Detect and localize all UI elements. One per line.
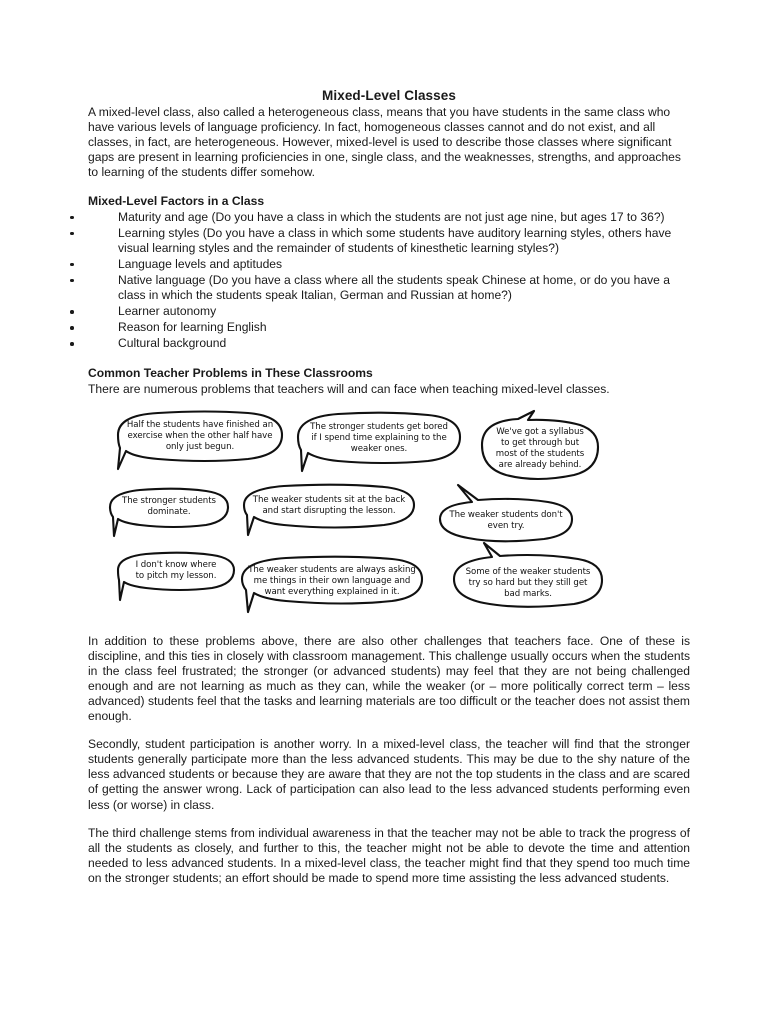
bullet-icon [70,263,74,267]
factors-list [88,210,690,352]
bubble-line: try so hard but they still get [468,577,588,588]
bubble-weaker-disrupting [244,484,414,534]
bubble-line: me things in their own language and [253,575,411,586]
problems-intro-paragraph: There are numerous problems that teachers will and can face when teaching mixed-level classes. [88,381,610,396]
body-paragraph-3: The third challenge stems from individual awareness in that the teacher may not be able to track the progress of all the students as closely, and further to this, the teacher might not be able to devote the time and attention needed to less advanced students. In a mixed-level class, the teacher might find that they spend too much time on the stronger students; an effort should be made to spend more time assisting the less advanced students. [88,825,690,885]
speech-bubbles-svg [96,407,616,622]
bubble-stronger-dominate [110,488,228,535]
bubble-line: are already behind. [498,459,582,470]
bullet-icon [70,232,74,236]
bullet-icon [70,216,74,220]
bubble-line: Half the students have finished an [126,419,274,430]
body-paragraph-2: Secondly, student participation is another worry. In a mixed-level class, the teacher will find that the stronger students generally participate more than the less advanced students. This may be due to the shy nature of the less advanced students or because they are aware that they are not the top students in the class and are scared of getting the answer wrong. Lack of participation can also lead to the less advanced students performing even less (or worse) in class. [88,737,690,812]
list-item [88,226,690,256]
spacer [88,180,690,194]
factors-section-heading: Mixed-Level Factors in a Class [88,194,265,209]
list-item-label: Maturity and age (Do you have a class in which the students are not just age nine, but ages 17 to 36?) [118,209,665,224]
document-content [88,88,690,886]
bubble-stronger-bored [298,412,460,470]
bubble-weaker-dont-try [440,485,572,541]
bubble-line: want everything explained in it. [264,586,400,597]
bubble-line: and start disrupting the lesson. [262,505,396,516]
list-item-label: Learner autonomy [118,304,217,319]
list-item [88,336,690,351]
bubble-line: bad marks. [504,588,552,599]
bubble-line: to get through but [500,437,580,448]
list-item-label: Cultural background [118,336,227,351]
list-item-label: Native language (Do you have a class where all the students speak Chinese at home, or do you have a class in which the students speak Italian, German and Russian at home?) [118,272,670,303]
bubble-own-language [242,556,422,611]
list-item [88,257,690,272]
page-title: Mixed-Level Classes [322,88,456,103]
bubble-line: The weaker students are always asking [248,564,416,575]
spacer [88,352,690,366]
bullet-icon [70,310,74,314]
list-item [88,320,690,335]
bullet-icon [70,342,74,346]
bubble-line: exercise when the other half have [127,430,273,441]
bubble-syllabus-behind [482,411,598,479]
bubble-line: I don't know where [135,559,217,570]
bubble-line: We've got a syllabus [496,426,584,437]
list-item-label: Learning styles (Do you have a class in which some students have auditory learning styles, others have visual learning styles and the remainder of students of kinesthetic learning styles?) [118,225,672,255]
intro-paragraph: A mixed-level class, also called a heterogeneous class, means that you have students in the same class who have various levels of language proficiency. In fact, homogeneous classes cannot and do not exist, and all classes, in fact, are heterogeneous. However, mixed-level is used to describe those classes where significant gaps are present in learning proficiencies in one, single class, and the weaknesses, strengths, and approaches to learning of the students differ somehow. [88,105,681,180]
bubble-line: The weaker students don't [449,509,563,520]
bubble-line: only just begun. [165,441,235,452]
list-item-label: Reason for learning English [118,320,267,335]
list-item [88,273,690,303]
list-item-label: Language levels and aptitudes [118,256,283,271]
body-paragraph-1: In addition to these problems above, there are also other challenges that teachers face. One of these is discipline, and this ties in closely with classroom management. This challenge usually occurs when the students in the class feel frustrated; the stronger (or advanced students) may feel that they are not being challenged enough and are not learning as much as they can, while the weaker (or – more politically correct term – less advanced) students feel that the tasks and learning materials are too difficult or the teacher does not assist them enough. [88,633,690,724]
list-item [88,210,690,225]
bubble-line: even try. [487,520,525,531]
bullet-icon [70,279,74,283]
speech-bubbles-figure [96,407,616,622]
spacer [88,622,690,634]
bubble-line: The weaker students sit at the back [252,494,406,505]
problems-section-heading: Common Teacher Problems in These Classrooms [88,366,373,381]
bullet-icon [70,326,74,330]
bubble-line: most of the students [495,448,585,459]
bubble-line: dominate. [147,506,191,517]
bubble-line: The stronger students [122,495,216,506]
bubble-pitch-lesson [118,552,234,599]
bubble-bad-marks [454,543,602,607]
bubble-line: if I spend time explaining to the [311,432,447,443]
bubble-line: to pitch my lesson. [135,570,217,581]
bubble-line: weaker ones. [350,443,408,454]
bubble-line: The stronger students get bored [310,421,448,432]
bubble-finished-exercise [118,411,282,469]
bubble-line: Some of the weaker students [465,566,591,577]
list-item [88,304,690,319]
